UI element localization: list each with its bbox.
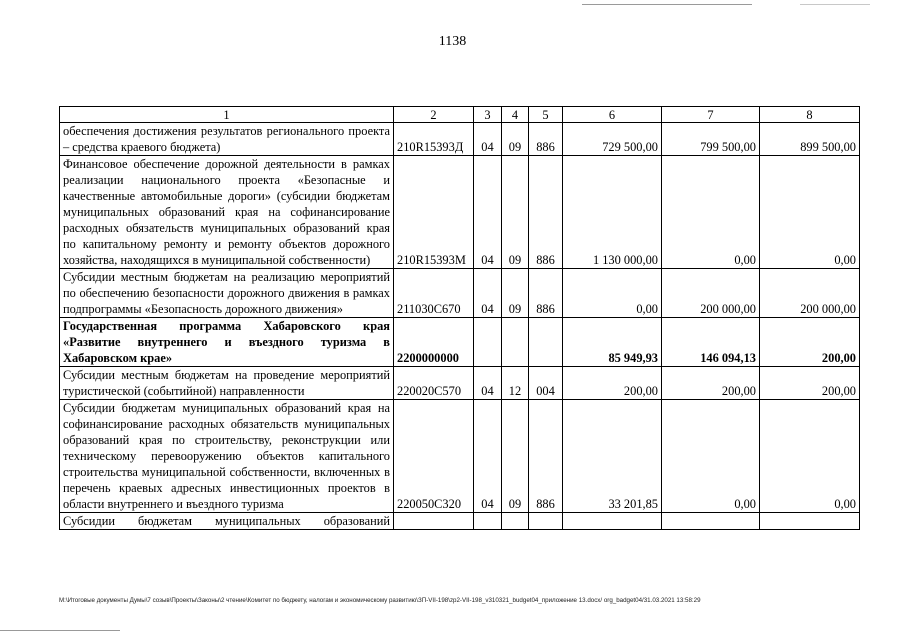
row-amount-col7: 200 000,00 bbox=[662, 269, 760, 318]
row-expense-type: 886 bbox=[529, 400, 563, 513]
scan-edge-line bbox=[800, 4, 870, 5]
row-amount-col7: 799 500,00 bbox=[662, 123, 760, 156]
row-amount-col8: 200,00 bbox=[760, 367, 860, 400]
row-subsection: 09 bbox=[502, 400, 529, 513]
row-amount-col7: 0,00 bbox=[662, 400, 760, 513]
row-expense-type bbox=[529, 513, 563, 530]
row-code: 220050С320 bbox=[394, 400, 474, 513]
row-amount-col8: 200,00 bbox=[760, 318, 860, 367]
row-code: 210R15393Д bbox=[394, 123, 474, 156]
row-section bbox=[474, 318, 502, 367]
header-cell: 2 bbox=[394, 107, 474, 123]
header-cell: 6 bbox=[563, 107, 662, 123]
row-amount-col6: 200,00 bbox=[563, 367, 662, 400]
row-amount-col8: 899 500,00 bbox=[760, 123, 860, 156]
table-row bbox=[60, 156, 860, 269]
row-section: 04 bbox=[474, 156, 502, 269]
row-section: 04 bbox=[474, 400, 502, 513]
row-subsection bbox=[502, 318, 529, 367]
row-amount-col7: 146 094,13 bbox=[662, 318, 760, 367]
row-code: 211030С670 bbox=[394, 269, 474, 318]
header-cell: 7 bbox=[662, 107, 760, 123]
row-amount-col6 bbox=[563, 513, 662, 530]
row-expense-type: 886 bbox=[529, 156, 563, 269]
page-number: 1138 bbox=[438, 34, 467, 49]
row-subsection: 09 bbox=[502, 123, 529, 156]
row-description: обеспечения достижения результатов регионального проекта – средства краевого бюджета) bbox=[60, 123, 394, 156]
row-code: 2200000000 bbox=[394, 318, 474, 367]
row-amount-col6: 33 201,85 bbox=[563, 400, 662, 513]
header-cell: 3 bbox=[474, 107, 502, 123]
row-section: 04 bbox=[474, 367, 502, 400]
document-file-path: M:\Итоговые документы Думы\7 созыв\Проекты\Законы\2 чтение\Комитет по бюджету, налогам и экономическому развитию\ЗП-VII-198\zp2-VII-198_v310321_budget04_приложение 13.docx/ org_badget04/31.03.2021 13:58:29 bbox=[59, 597, 701, 604]
table-row bbox=[60, 400, 860, 513]
scan-edge-line bbox=[582, 4, 752, 5]
row-description: Субсидии местным бюджетам на реализацию мероприятий по обеспечению безопасности дорожного движения в рамках подпрограммы «Безопасность дорожного движения» bbox=[60, 269, 394, 318]
row-amount-col8: 0,00 bbox=[760, 156, 860, 269]
table-row bbox=[60, 513, 860, 530]
row-amount-col8 bbox=[760, 513, 860, 530]
row-amount-col7: 200,00 bbox=[662, 367, 760, 400]
table-header-row bbox=[60, 107, 860, 123]
row-description: Государственная программа Хабаровского края «Развитие внутреннего и въездного туризма в Хабаровском крае» bbox=[60, 318, 394, 367]
row-description: Субсидии бюджетам муниципальных образований края на софинансирование расходных обязательств муниципальных образований края по строительству, реконструкции или техническому перевооружению объектов капитального строительства муниципальной собственности, включенных в перечень краевых адресных инвестиционных проектов в области внутреннего и въездного туризма bbox=[60, 400, 394, 513]
row-subsection: 12 bbox=[502, 367, 529, 400]
row-section: 04 bbox=[474, 269, 502, 318]
row-amount-col6: 0,00 bbox=[563, 269, 662, 318]
row-section: 04 bbox=[474, 123, 502, 156]
row-expense-type: 886 bbox=[529, 269, 563, 318]
budget-table bbox=[59, 106, 860, 530]
row-code bbox=[394, 513, 474, 530]
header-cell: 4 bbox=[502, 107, 529, 123]
row-amount-col7 bbox=[662, 513, 760, 530]
table-row-program-total bbox=[60, 318, 860, 367]
header-cell: 1 bbox=[60, 107, 394, 123]
row-code: 220020С570 bbox=[394, 367, 474, 400]
row-expense-type: 004 bbox=[529, 367, 563, 400]
table-row bbox=[60, 367, 860, 400]
row-subsection: 09 bbox=[502, 156, 529, 269]
row-amount-col6: 85 949,93 bbox=[563, 318, 662, 367]
row-description: Субсидии бюджетам муниципальных образований bbox=[60, 513, 394, 530]
row-expense-type bbox=[529, 318, 563, 367]
row-subsection: 09 bbox=[502, 269, 529, 318]
row-amount-col8: 0,00 bbox=[760, 400, 860, 513]
row-amount-col7: 0,00 bbox=[662, 156, 760, 269]
scan-edge-line bbox=[0, 630, 120, 631]
row-amount-col8: 200 000,00 bbox=[760, 269, 860, 318]
row-expense-type: 886 bbox=[529, 123, 563, 156]
row-code: 210R15393М bbox=[394, 156, 474, 269]
row-description: Финансовое обеспечение дорожной деятельности в рамках реализации национального проекта «Безопасные и качественные автомобильные дороги» (субсидии бюджетам муниципальных образований края на софинансирование расходных обязательств муниципальных образований края по капитальному ремонту и ремонту объектов дорожного хозяйства, находящихся в муниципальной собственности) bbox=[60, 156, 394, 269]
row-description: Субсидии местным бюджетам на проведение мероприятий туристической (событийной) направленности bbox=[60, 367, 394, 400]
table-row bbox=[60, 269, 860, 318]
row-subsection bbox=[502, 513, 529, 530]
row-amount-col6: 729 500,00 bbox=[563, 123, 662, 156]
table-row bbox=[60, 123, 860, 156]
header-cell: 5 bbox=[529, 107, 563, 123]
row-section bbox=[474, 513, 502, 530]
header-cell: 8 bbox=[760, 107, 860, 123]
row-amount-col6: 1 130 000,00 bbox=[563, 156, 662, 269]
